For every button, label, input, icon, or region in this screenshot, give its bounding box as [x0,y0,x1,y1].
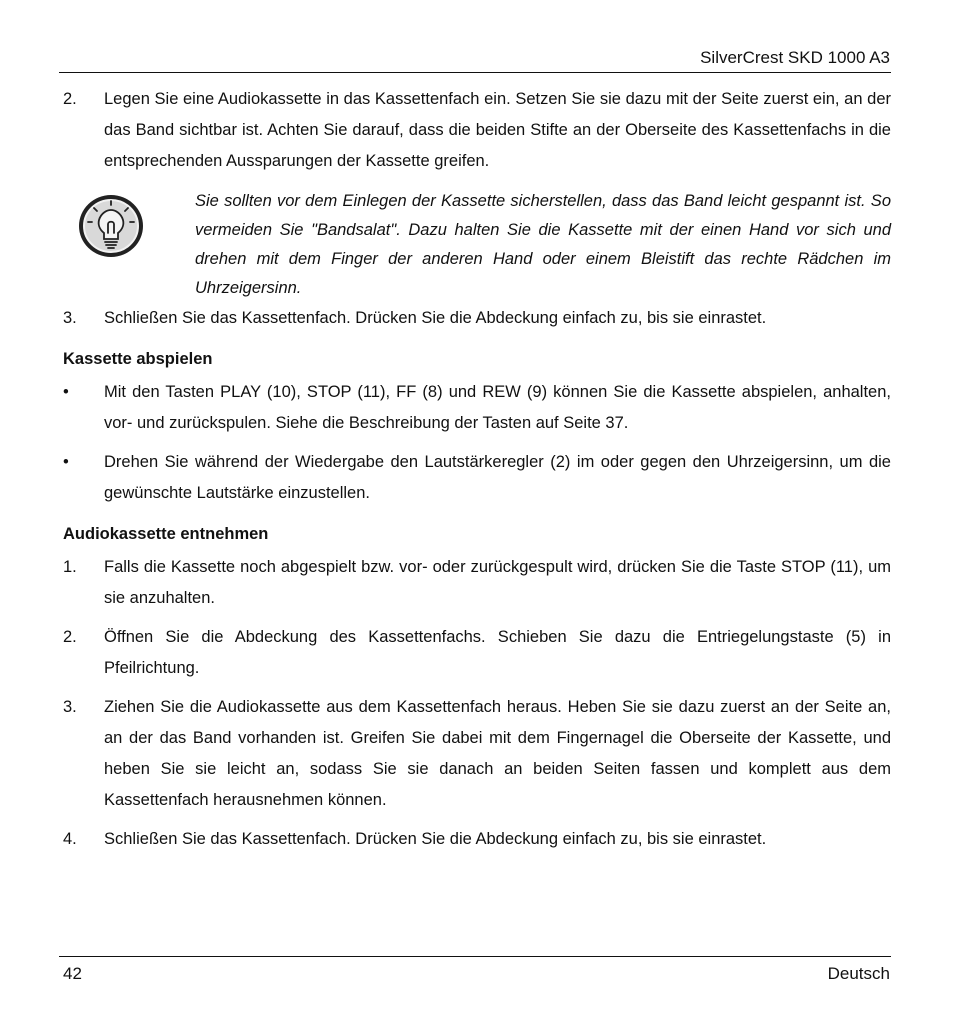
step-text: Falls die Kassette noch abgespielt bzw. vor- oder zurückgespult wird, drücken Sie die Taste STOP (11), um sie anzuhalten. [104,558,891,607]
section-heading-play: Kassette abspielen [63,350,213,368]
bullet-symbol: • [63,383,69,401]
step-text: Ziehen Sie die Audiokassette aus dem Kassettenfach heraus. Heben Sie sie dazu zuerst an der Seite an, an der das Band vorhanden ist. Greifen Sie dabei mit dem Fingernagel die Oberseite der Kassette, und heben Sie sie leicht an, sodass Sie sie danach an beiden Seiten fassen und komplett aus dem Kassettenfach herausnehmen können. [104,698,891,809]
bullet-item [63,447,891,509]
bullet-text: Drehen Sie während der Wiedergabe den Lautstärkeregler (2) im oder gegen den Uhrzeigersinn, um die gewünschte Lautstärke einzustellen. [104,453,891,502]
step-number: 4. [63,830,77,848]
page-number: 42 [63,964,82,983]
header-rule [59,72,891,73]
step-text: Schließen Sie das Kassettenfach. Drücken Sie die Abdeckung einfach zu, bis sie einrastet. [104,309,767,327]
header-title: SilverCrest SKD 1000 A3 [700,48,890,67]
tip-note [63,187,891,303]
step-insert-2 [63,84,891,177]
lightbulb-icon [63,187,195,259]
bullet-item [63,377,891,439]
step-remove-1 [63,552,891,614]
step-number: 3. [63,698,77,716]
section-heading-remove: Audiokassette entnehmen [63,525,269,543]
step-number: 2. [63,90,77,108]
step-remove-2 [63,622,891,684]
step-text: Legen Sie eine Audiokassette in das Kassettenfach ein. Setzen Sie sie dazu mit der Seite zuerst ein, an der das Band sichtbar ist. Achten Sie darauf, dass die beiden Stifte an der Oberseite des Kassettenfachs in die entsprechenden Aussparungen der Kassette greifen. [104,90,891,170]
tip-text: Sie sollten vor dem Einlegen der Kassette sicherstellen, dass das Band leicht gespannt ist. So vermeiden Sie "Bandsalat". Dazu halten Sie die Kassette mit der einen Hand vor sich und drehen mit dem Finger der anderen Hand oder einem Bleistift das rechte Rädchen im Uhrzeigersinn. [195,192,891,297]
step-insert-3 [63,303,891,334]
page-content [63,84,891,855]
step-number: 1. [63,558,77,576]
step-number: 2. [63,628,77,646]
footer-language: Deutsch [827,964,890,983]
step-number: 3. [63,309,77,327]
footer-rule [59,956,891,957]
step-text: Öffnen Sie die Abdeckung des Kassettenfachs. Schieben Sie dazu die Entriegelungstaste (5) in Pfeilrichtung. [104,628,891,677]
bullet-symbol: • [63,453,69,471]
step-remove-4 [63,824,891,855]
bullet-text: Mit den Tasten PLAY (10), STOP (11), FF (8) und REW (9) können Sie die Kassette abspielen, anhalten, vor- und zurückspulen. Siehe die Beschreibung der Tasten auf Seite 37. [104,383,891,432]
step-remove-3 [63,692,891,816]
step-text: Schließen Sie das Kassettenfach. Drücken Sie die Abdeckung einfach zu, bis sie einrastet. [104,830,767,848]
